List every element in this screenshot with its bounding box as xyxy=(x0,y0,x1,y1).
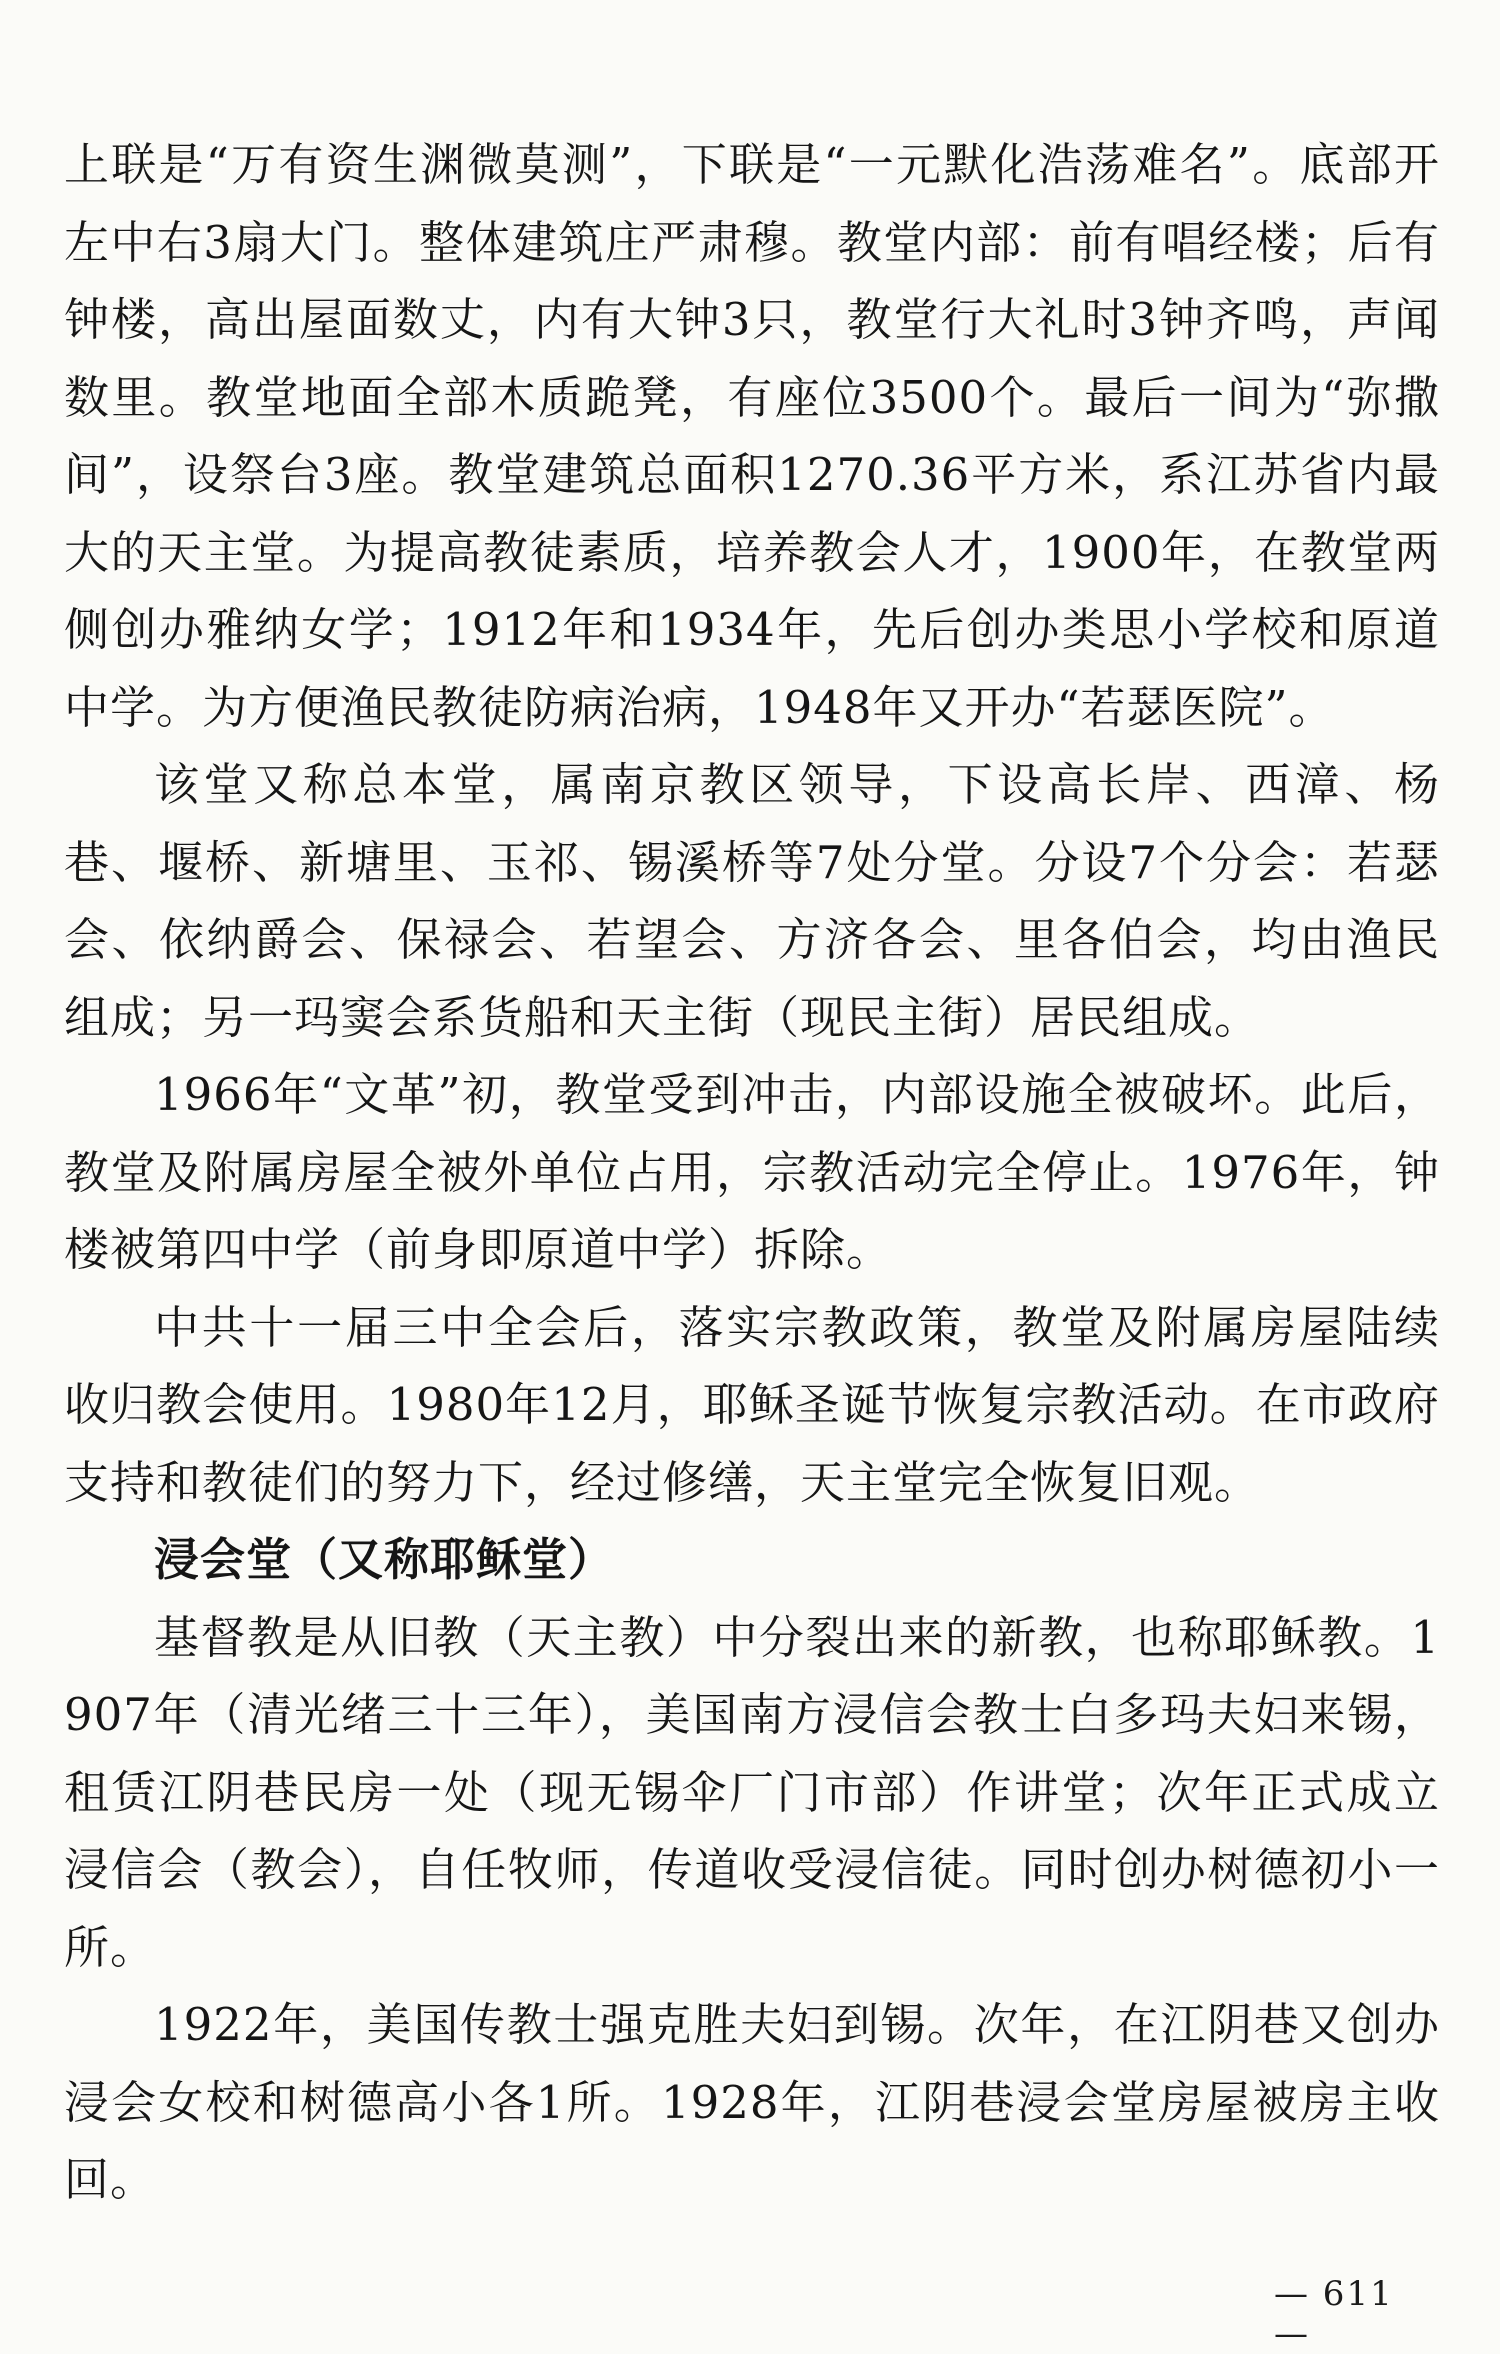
paragraph-branch-churches: 该堂又称总本堂，属南京教区领导，下设高长岸、西漳、杨巷、堰桥、新塘里、玉祁、锡溪桥等7处分堂。分设7个分会：若瑟会、依纳爵会、保禄会、若望会、方济各会、里各伯会，均由渔民组成；另一玛窦会系货船和天主街（现民主街）居民组成。 xyxy=(64,758,1440,1044)
document-page xyxy=(64,126,1440,2354)
paragraph-baptist-origin: 基督教是从旧教（天主教）中分裂出来的新教，也称耶稣教。1907年（清光绪三十三年），美国南方浸信会教士白多玛夫妇来锡，租赁江阴巷民房一处（现无锡伞厂门市部）作讲堂；次年正式成立浸信会（教会），自任牧师，传道收受浸信徒。同时创办树德初小一所。 xyxy=(64,1610,1440,1974)
paragraph-baptist-schools: 1922年，美国传教士强克胜夫妇到锡。次年，在江阴巷又创办浸会女校和树德高小各1所。1928年，江阴巷浸会堂房屋被房主收回。 xyxy=(64,1998,1440,2206)
section-heading-baptist-church: 浸会堂（又称耶稣堂） xyxy=(154,1533,615,1586)
paragraph-church-description: 上联是“万有资生渊微莫测”，下联是“一元默化浩荡难名”。底部开左中右3扇大门。整体建筑庄严肃穆。教堂内部：前有唱经楼；后有钟楼，高出屋面数丈，内有大钟3只，教堂行大礼时3钟齐鸣，声闻数里。教堂地面全部木质跪凳，有座位3500个。最后一间为“弥撒间”，设祭台3座。教堂建筑总面积1270.36平方米，系江苏省内最大的天主堂。为提高教徒素质，培养教会人才，1900年，在教堂两侧创办雅纳女学；1912年和1934年，先后创办类思小学校和原道中学。为方便渔民教徒防病治病，1948年又开办“若瑟医院”。 xyxy=(64,138,1440,734)
paragraph-cultural-revolution: 1966年“文革”初，教堂受到冲击，内部设施全被破坏。此后，教堂及附属房屋全被外单位占用，宗教活动完全停止。1976年，钟楼被第四中学（前身即原道中学）拆除。 xyxy=(64,1068,1440,1276)
document-body xyxy=(64,126,1440,2219)
page-number: — 611 — xyxy=(1274,2274,1394,2354)
paragraph-restoration: 中共十一届三中全会后，落实宗教政策，教堂及附属房屋陆续收归教会使用。1980年12月，耶稣圣诞节恢复宗教活动。在市政府支持和教徒们的努力下，经过修缮，天主堂完全恢复旧观。 xyxy=(64,1300,1440,1509)
